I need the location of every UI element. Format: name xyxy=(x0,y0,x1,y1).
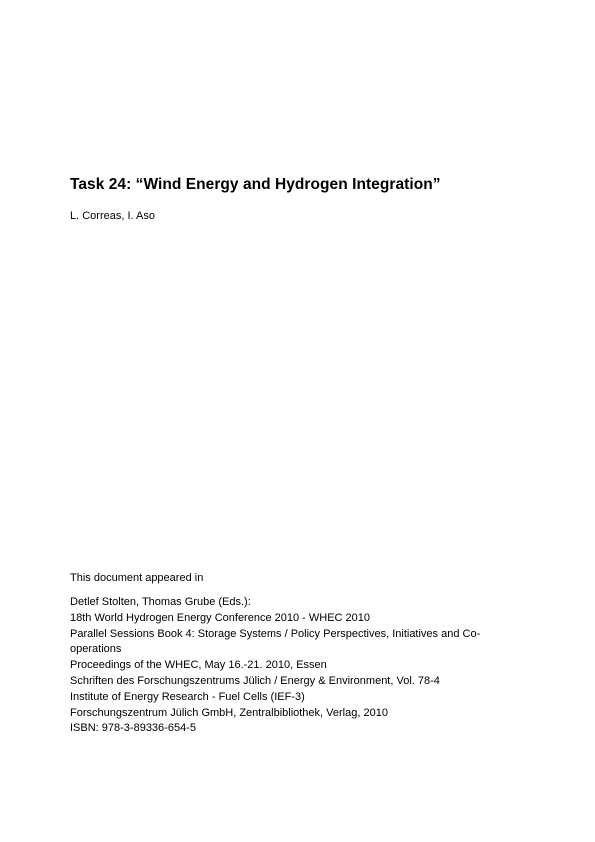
publication-institute: Institute of Energy Research - Fuel Cells (IEF-3) xyxy=(70,690,305,703)
paper-authors: L. Correas, I. Aso xyxy=(70,210,155,222)
publication-book-continued: operations xyxy=(70,643,122,656)
publication-conference: 18th World Hydrogen Energy Conference 2010 - WHEC 2010 xyxy=(70,611,371,624)
publication-info xyxy=(70,595,540,737)
publication-editors: Detlef Stolten, Thomas Grube (Eds.): xyxy=(70,596,251,608)
publication-series: Schriften des Forschungszentrums Jülich / Energy & Environment, Vol. 78-4 xyxy=(70,674,440,687)
paper-title: Task 24: “Wind Energy and Hydrogen Integration” xyxy=(70,176,441,193)
publication-publisher: Forschungszentrum Jülich GmbH, Zentralbibliothek, Verlag, 2010 xyxy=(70,706,388,719)
appeared-in-label: This document appeared in xyxy=(70,572,204,584)
publication-isbn: ISBN: 978-3-89336-654-5 xyxy=(70,722,196,735)
publication-book: Parallel Sessions Book 4: Storage Systems / Policy Perspectives, Initiatives and Co- xyxy=(70,627,481,640)
publication-proceedings: Proceedings of the WHEC, May 16.-21. 2010, Essen xyxy=(70,659,327,672)
